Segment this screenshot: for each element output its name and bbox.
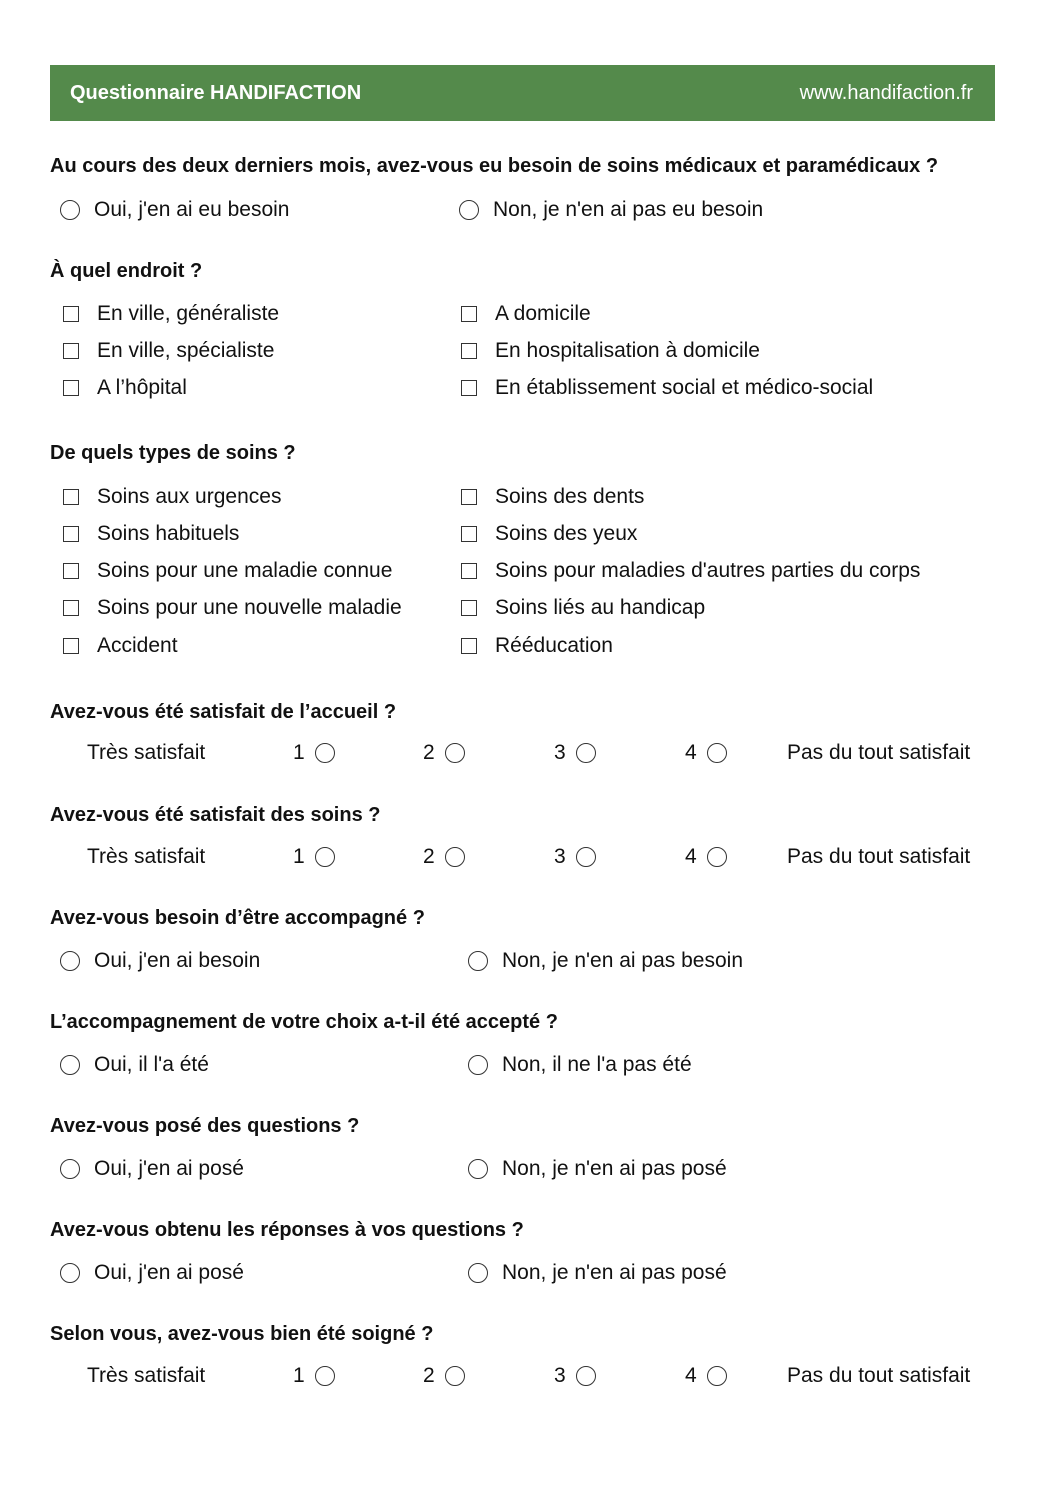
q3-checkbox-right-5[interactable]: Rééducation [461, 634, 613, 658]
checkbox[interactable] [63, 526, 79, 542]
q5-scale-3[interactable]: 3 [554, 845, 596, 869]
q2-checkbox-right-1[interactable]: A domicile [461, 302, 591, 326]
q1-option-non[interactable]: Non, je n'en ai pas eu besoin [459, 198, 763, 222]
q4-scale-1[interactable]: 1 [293, 741, 335, 765]
question-accompagnement-besoin: Avez-vous besoin d’être accompagné ? [50, 907, 425, 929]
checkbox[interactable] [461, 526, 477, 542]
question-endroit: À quel endroit ? [50, 260, 203, 282]
checkbox[interactable] [63, 563, 79, 579]
radio-button[interactable] [576, 847, 596, 867]
checkbox[interactable] [63, 489, 79, 505]
radio-button[interactable] [60, 1159, 80, 1179]
radio-button[interactable] [468, 1263, 488, 1283]
q8-option-oui[interactable]: Oui, j'en ai posé [60, 1157, 244, 1181]
q2-checkbox-left-2[interactable]: En ville, spécialiste [63, 339, 274, 363]
q6-option-non[interactable]: Non, je n'en ai pas besoin [468, 949, 743, 973]
question-bien-soigne: Selon vous, avez-vous bien été soigné ? [50, 1323, 434, 1345]
q3-checkbox-right-2[interactable]: Soins des yeux [461, 522, 637, 546]
radio-button[interactable] [576, 1366, 596, 1386]
question-accompagnement-accepte: L’accompagnement de votre choix a-t-il été accepté ? [50, 1011, 558, 1033]
radio-button[interactable] [60, 1055, 80, 1075]
q10-scale-3[interactable]: 3 [554, 1364, 596, 1388]
radio-button[interactable] [468, 1055, 488, 1075]
q10-scale-2[interactable]: 2 [423, 1364, 465, 1388]
q3-checkbox-left-1[interactable]: Soins aux urgences [63, 485, 281, 509]
checkbox[interactable] [63, 380, 79, 396]
q9-option-oui[interactable]: Oui, j'en ai posé [60, 1261, 244, 1285]
header-banner [50, 65, 995, 121]
checkbox[interactable] [63, 600, 79, 616]
radio-button[interactable] [468, 951, 488, 971]
q3-checkbox-left-3[interactable]: Soins pour une maladie connue [63, 559, 392, 583]
scale-low-label: Très satisfait [87, 1364, 206, 1387]
q3-checkbox-right-4[interactable]: Soins liés au handicap [461, 596, 705, 620]
q1-option-oui[interactable]: Oui, j'en ai eu besoin [60, 198, 289, 222]
radio-button[interactable] [707, 743, 727, 763]
website-url: www.handifaction.fr [799, 81, 973, 104]
question-reponses-obtenues: Avez-vous obtenu les réponses à vos questions ? [50, 1219, 524, 1241]
q9-option-non[interactable]: Non, je n'en ai pas posé [468, 1261, 727, 1285]
q3-checkbox-left-4[interactable]: Soins pour une nouvelle maladie [63, 596, 402, 620]
q3-checkbox-left-2[interactable]: Soins habituels [63, 522, 239, 546]
checkbox[interactable] [461, 563, 477, 579]
checkbox[interactable] [461, 380, 477, 396]
scale-low-label: Très satisfait [87, 741, 206, 764]
q5-scale-2[interactable]: 2 [423, 845, 465, 869]
radio-button[interactable] [60, 200, 80, 220]
q3-checkbox-left-5[interactable]: Accident [63, 634, 178, 658]
radio-button[interactable] [459, 200, 479, 220]
q2-checkbox-left-1[interactable]: En ville, généraliste [63, 302, 279, 326]
radio-button[interactable] [60, 951, 80, 971]
radio-button[interactable] [60, 1263, 80, 1283]
radio-button[interactable] [315, 743, 335, 763]
q7-option-oui[interactable]: Oui, il l'a été [60, 1053, 209, 1077]
radio-button[interactable] [707, 847, 727, 867]
checkbox[interactable] [461, 489, 477, 505]
q4-scale-3[interactable]: 3 [554, 741, 596, 765]
radio-button[interactable] [315, 1366, 335, 1386]
checkbox[interactable] [461, 306, 477, 322]
checkbox[interactable] [63, 638, 79, 654]
scale-high-label: Pas du tout satisfait [787, 741, 971, 764]
question-soins-satisfaction: Avez-vous été satisfait des soins ? [50, 804, 381, 826]
radio-button[interactable] [468, 1159, 488, 1179]
q4-scale-4[interactable]: 4 [685, 741, 727, 765]
radio-button[interactable] [445, 743, 465, 763]
q8-option-non[interactable]: Non, je n'en ai pas posé [468, 1157, 727, 1181]
q3-checkbox-right-3[interactable]: Soins pour maladies d'autres parties du corps [461, 559, 920, 583]
radio-button[interactable] [445, 847, 465, 867]
q2-checkbox-right-2[interactable]: En hospitalisation à domicile [461, 339, 760, 363]
radio-button[interactable] [445, 1366, 465, 1386]
q10-scale-1[interactable]: 1 [293, 1364, 335, 1388]
checkbox[interactable] [63, 343, 79, 359]
question-accueil: Avez-vous été satisfait de l’accueil ? [50, 701, 397, 723]
radio-button[interactable] [576, 743, 596, 763]
q5-scale-1[interactable]: 1 [293, 845, 335, 869]
q10-scale-4[interactable]: 4 [685, 1364, 727, 1388]
q2-checkbox-right-3[interactable]: En établissement social et médico-social [461, 376, 873, 400]
q7-option-non[interactable]: Non, il ne l'a pas été [468, 1053, 692, 1077]
radio-button[interactable] [315, 847, 335, 867]
q4-scale-2[interactable]: 2 [423, 741, 465, 765]
scale-low-label: Très satisfait [87, 845, 206, 868]
questionnaire-title: Questionnaire HANDIFACTION [70, 81, 362, 104]
question-types-soins: De quels types de soins ? [50, 442, 296, 464]
q3-checkbox-right-1[interactable]: Soins des dents [461, 485, 644, 509]
radio-button[interactable] [707, 1366, 727, 1386]
checkbox[interactable] [461, 638, 477, 654]
q5-scale-4[interactable]: 4 [685, 845, 727, 869]
q2-checkbox-left-3[interactable]: A l’hôpital [63, 376, 187, 400]
scale-high-label: Pas du tout satisfait [787, 1364, 971, 1387]
scale-high-label: Pas du tout satisfait [787, 845, 971, 868]
q6-option-oui[interactable]: Oui, j'en ai besoin [60, 949, 260, 973]
checkbox[interactable] [461, 600, 477, 616]
checkbox[interactable] [461, 343, 477, 359]
checkbox[interactable] [63, 306, 79, 322]
question-soins-besoin: Au cours des deux derniers mois, avez-vous eu besoin de soins médicaux et paramédicaux ? [50, 155, 939, 177]
question-questions-posees: Avez-vous posé des questions ? [50, 1115, 360, 1137]
